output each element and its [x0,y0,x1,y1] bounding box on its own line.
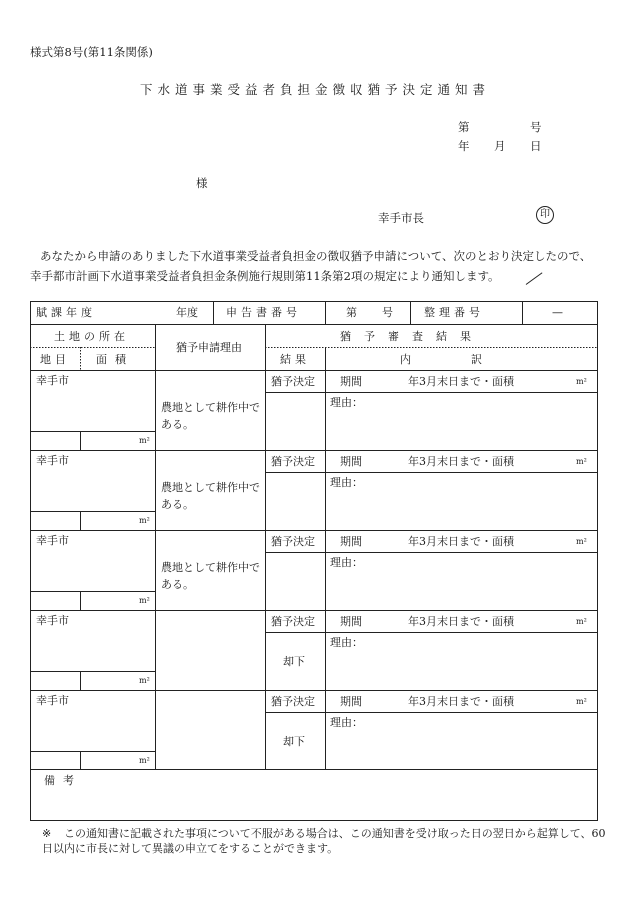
area-label: 面積 [96,353,134,366]
number-suffix: 号 [530,120,542,134]
row-period-text: 年3月末日まで・面積 [408,695,514,708]
row-city: 幸手市 [36,614,69,627]
row-period-label: 期間 [340,535,362,548]
report-number-suffix: 号 [382,306,393,319]
ref-number-label: 整理番号 [424,306,484,319]
row-reason: 農地として耕作中である。 [161,481,260,511]
date-day-label: 日 [530,139,542,153]
row-city: 幸手市 [36,534,69,547]
document-title: 下水道事業受益者負担金徴収猶予決定通知書 [139,82,490,97]
footer-note [42,826,607,856]
intro-line-1: あなたから申請のありました下水道事業受益者負担金の徴収猶予申請について、次のとおり決定したので、 [40,249,592,263]
row-reason: 農地として耕作中である。 [161,561,260,591]
row-period-label: 期間 [340,455,362,468]
report-number-prefix: 第 [346,306,357,319]
row-city: 幸手市 [36,694,69,707]
addressee-suffix: 様 [196,176,208,190]
row-period-label: 期間 [340,375,362,388]
fiscal-year-label: 賦課年度 [36,306,96,319]
row-area-unit-2: m² [576,537,587,546]
row-decision: 猶予決定 [271,535,315,548]
row-city: 幸手市 [36,374,69,387]
row-reason-field-label: 理由： [330,556,363,569]
row-period-text: 年3月末日まで・面積 [408,375,514,388]
row-area-unit-2: m² [576,457,587,466]
reason-label: 猶予申請理由 [176,341,242,354]
row-reason-field-label: 理由： [330,636,363,649]
remarks-label: 備考 [44,774,82,787]
seal-mark: 印 [536,206,554,224]
row-reason-field-label: 理由： [330,716,363,729]
ref-number-value: — [552,306,563,319]
land-category-label: 地目 [40,353,70,366]
row-area-unit: m² [139,756,150,765]
row-area-unit-2: m² [576,377,587,386]
row-area-unit: m² [139,676,150,685]
row-decision: 猶予決定 [271,455,315,468]
row-decision: 猶予決定 [271,375,315,388]
row-area-unit: m² [139,436,150,445]
review-result-label: 猶予審査結果 [340,330,484,343]
row-area-unit-2: m² [576,697,587,706]
row-reason-field-label: 理由： [330,476,363,489]
row-period-label: 期間 [340,695,362,708]
date-year-label: 年 [458,139,470,153]
issuer: 幸手市長 [378,211,424,225]
report-number-label: 申告書番号 [226,306,301,319]
row-area-unit: m² [139,596,150,605]
row-area-unit: m² [139,516,150,525]
land-location-label: 土地の所在 [54,330,129,343]
row-decision: 猶予決定 [271,695,315,708]
number-label: 第 [458,120,470,134]
row-period-text: 年3月末日まで・面積 [408,455,514,468]
footer-mark: ※ [42,827,52,840]
row-period-text: 年3月末日まで・面積 [408,615,514,628]
row-area-unit-2: m² [576,617,587,626]
row-period-text: 年3月末日まで・面積 [408,535,514,548]
row-reject: 却下 [283,735,305,748]
row-reject: 却下 [283,655,305,668]
date-month-label: 月 [494,139,506,153]
row-decision: 猶予決定 [271,615,315,628]
row-city: 幸手市 [36,454,69,467]
detail-label: 内訳 [400,353,542,366]
intro-line-2: 幸手都市計画下水道事業受益者負担金条例施行規則第11条第2項の規定により通知します。 [30,269,500,283]
footer-note-text: この通知書に記載された事項について不服がある場合は、この通知書を受け取った日の翌日から起算して、60日以内に市長に対して異議の申立てをすることができます。 [42,827,606,855]
result-label: 結果 [280,353,310,366]
row-period-label: 期間 [340,615,362,628]
fiscal-year-suffix: 年度 [176,306,198,319]
row-reason: 農地として耕作中である。 [161,401,260,431]
form-number: 様式第8号(第11条関係) [30,45,153,59]
row-reason-field-label: 理由： [330,396,363,409]
